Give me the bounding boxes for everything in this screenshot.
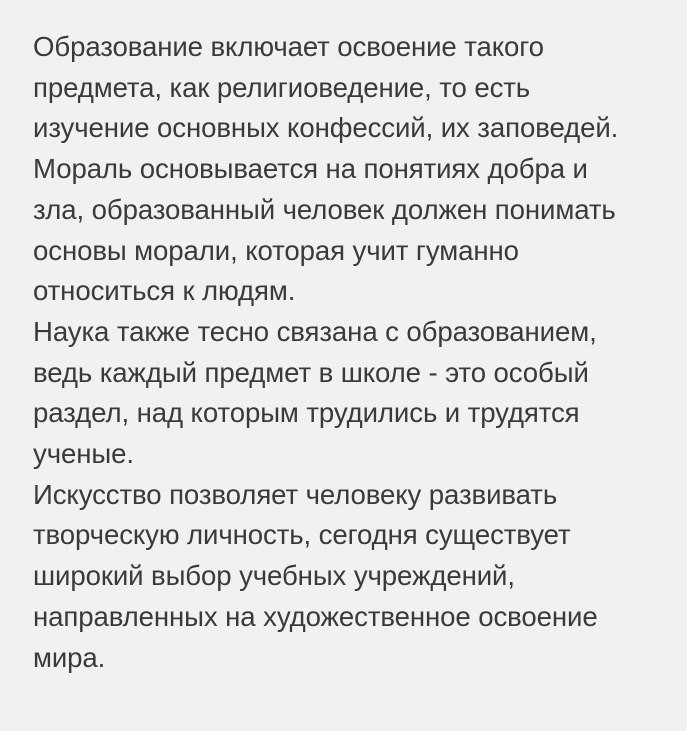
text-line: Наука также тесно связана с образованием, [33, 315, 597, 347]
text-line: широкий выбор учебных учреждений, [33, 560, 515, 592]
text-line: относиться к людям. [33, 275, 296, 307]
text-line: ведь каждый предмет в школе - это особый [33, 356, 589, 388]
text-line: Искусство позволяет человеку развивать [33, 478, 558, 510]
text-line: Образование включает освоение такого [33, 31, 544, 62]
text-line: ученые. [33, 438, 134, 470]
text-line: предмета, как религиоведение, то есть [33, 71, 531, 103]
text-line: основы морали, которая учит гуманно [33, 234, 519, 266]
text-line: мира. [33, 641, 106, 673]
text-line: направленных на художественное освоение [33, 600, 598, 632]
text-line: изучение основных конфессий, их заповедей. [33, 112, 619, 144]
text-line: зла, образованный человек должен понимать [33, 193, 616, 225]
text-line: творческую личность, сегодня существует [33, 519, 571, 551]
text-line: раздел, над которым трудились и трудятся [33, 397, 580, 429]
text-block [33, 27, 683, 678]
text-line: Мораль основывается на понятиях добра и [33, 153, 588, 185]
